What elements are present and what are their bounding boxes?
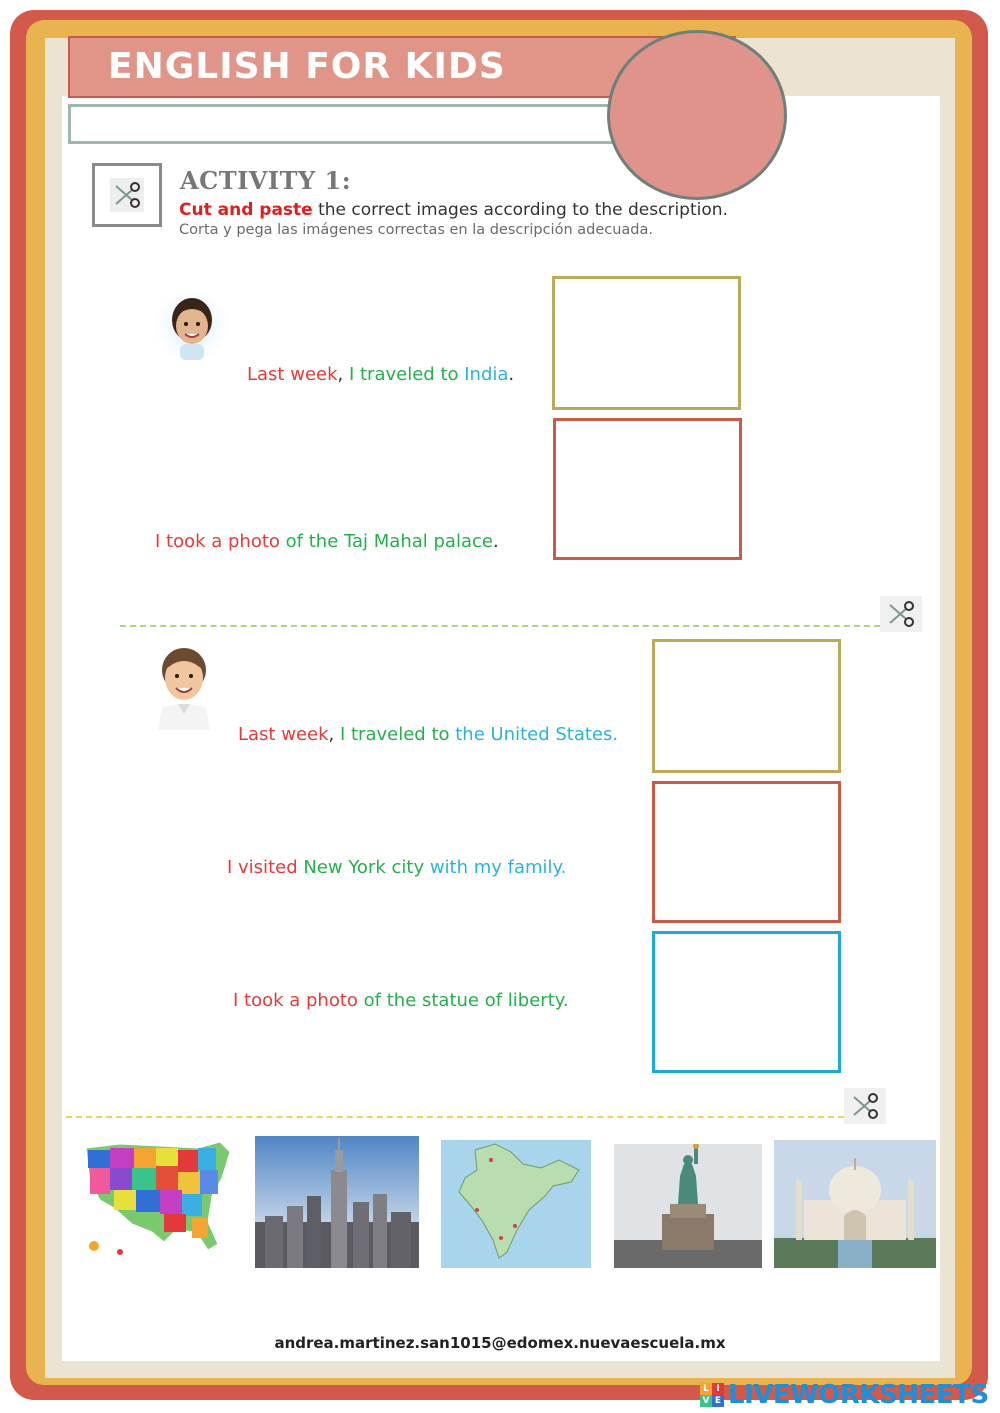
statue-of-liberty-image[interactable] xyxy=(614,1144,762,1268)
new-york-city-image[interactable] xyxy=(255,1136,419,1268)
boy-avatar xyxy=(148,640,220,730)
cut-line-1 xyxy=(120,625,880,627)
drop-box-statue[interactable] xyxy=(652,931,841,1073)
usa-map-image[interactable] xyxy=(80,1138,234,1262)
drop-box-new-york[interactable] xyxy=(652,781,841,923)
logo-badge: L I V E xyxy=(700,1383,724,1407)
instruction-text: the correct images according to the description. xyxy=(312,200,728,220)
sentence-new-york-visit: I visited New York city with my family. xyxy=(227,857,567,878)
cut-marker-1 xyxy=(880,596,922,632)
sentence-usa-travel: Last week, I traveled to the United States. xyxy=(238,724,619,745)
scissors-icon xyxy=(848,1089,882,1123)
sentence-taj-mahal-photo: I took a photo of the Taj Mahal palace. xyxy=(155,531,499,552)
scissors-icon xyxy=(884,597,918,631)
instruction-highlight: Cut and paste xyxy=(179,200,313,220)
activity-title: ACTIVITY 1: xyxy=(180,166,352,195)
drop-box-taj-mahal[interactable] xyxy=(553,418,742,560)
drop-box-india[interactable] xyxy=(552,276,741,410)
liveworksheets-logo xyxy=(700,1380,989,1410)
activity-icon-box xyxy=(92,163,162,227)
name-input-bar[interactable] xyxy=(68,104,628,144)
activity-instruction-spanish: Corta y pega las imágenes correctas en la descripción adecuada. xyxy=(179,222,654,238)
scissors-icon xyxy=(110,178,144,212)
cut-marker-2 xyxy=(844,1088,886,1124)
logo-text: LIVEWORKSHEETS xyxy=(728,1380,989,1410)
score-circle xyxy=(607,30,787,200)
cut-line-2 xyxy=(66,1116,844,1118)
activity-instruction xyxy=(179,200,728,220)
author-email: andrea.martinez.san1015@edomex.nuevaescuela.mx xyxy=(274,1334,726,1352)
india-map-image[interactable] xyxy=(441,1140,591,1268)
page-title: ENGLISH FOR KIDS xyxy=(108,46,506,87)
girl-avatar xyxy=(150,286,234,366)
taj-mahal-image[interactable] xyxy=(774,1140,936,1268)
drop-box-usa[interactable] xyxy=(652,639,841,773)
sentence-statue-photo: I took a photo of the statue of liberty. xyxy=(233,990,569,1011)
sentence-india-travel: Last week, I traveled to India. xyxy=(247,364,515,385)
